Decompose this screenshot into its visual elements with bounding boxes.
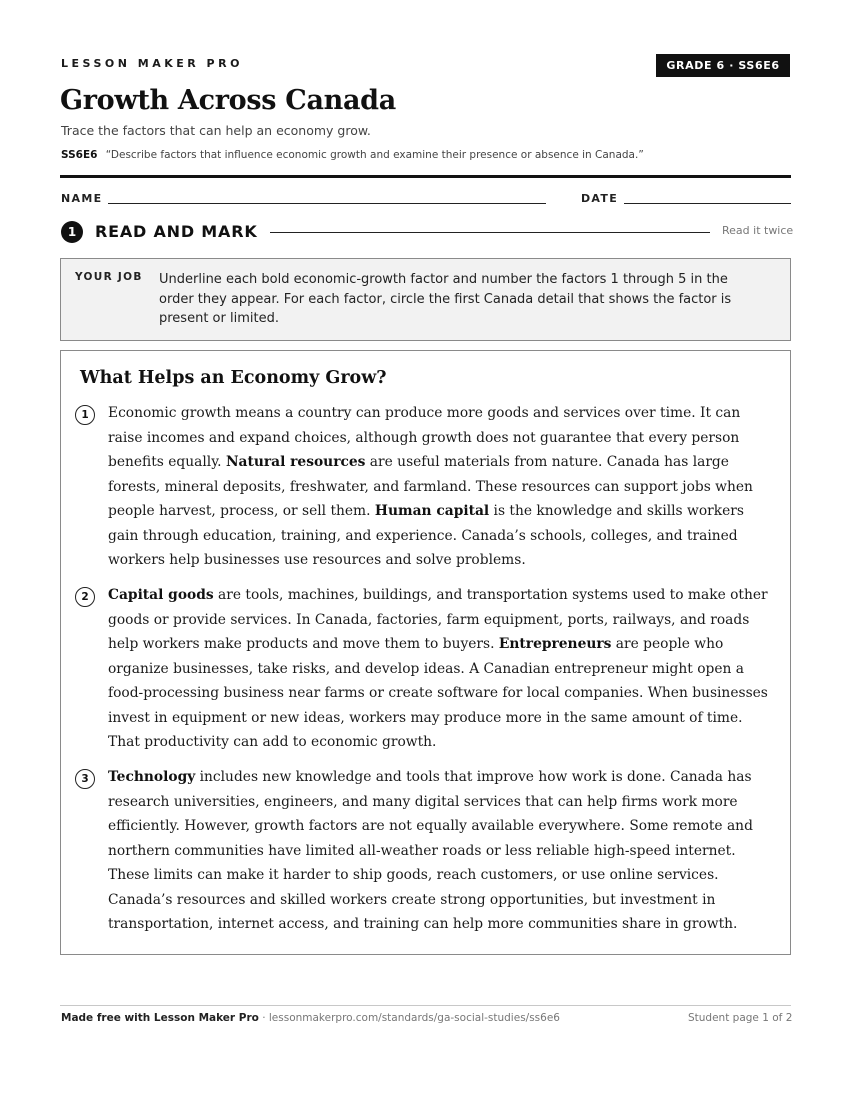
step-title: READ AND MARK [95,222,258,241]
paragraph-text: includes new knowledge and tools that improve how work is done. Canada has research universities, engineers, and many digital services that can help firms work more efficiently. However, growth factors are not equally available everywhere. Some remote and northern communities have limited all-weather roads or less reliable high-speed internet. These limits can make it harder to ship goods, reach customers, or use online services. Canada’s resources and skilled workers create strong opportunities, but investment in transportation, internet access, and training can help more communities share in growth. [108,769,753,932]
step-divider [270,232,710,233]
page-title: Growth Across Canada [60,85,396,116]
paragraph-number-badge: 1 [75,405,95,425]
header-divider [60,175,791,178]
paragraph-text: are tools, machines, buildings, and transportation systems used to make other goods or provide services. In Canada, factories, farm equipment, ports, railways, and roads help workers make products and move them to buyers. [108,587,768,652]
reading-paragraph [108,401,768,573]
paragraph-number-badge: 3 [75,769,95,789]
reading-paragraph [108,765,768,937]
footer-credit [61,1012,560,1024]
growth-factor-term: Human capital [374,503,490,519]
step-note: Read it twice [722,224,794,237]
page-subtitle: Trace the factors that can help an economy grow. [61,123,371,138]
footer-divider [60,1005,791,1006]
job-box [60,258,791,341]
paragraph-text: Economic growth means a country can produce more goods and services over time. It can raise incomes and expand choices, although growth does not guarantee that every person benefits equally. [108,405,741,470]
paragraph-text: are people who organize businesses, take risks, and develop ideas. A Canadian entrepreneur might open a food-processing business near farms or create software for local companies. When businesses invest in equipment or new ideas, workers may produce more in the same amount of time. That productivity can add to economic growth. [108,636,768,750]
standard-text: “Describe factors that influence economic growth and examine their presence or absence in Canada.” [105,149,644,161]
footer-url-link[interactable]: lessonmakerpro.com/standards/ga-social-studies/ss6e6 [268,1012,560,1024]
growth-factor-term: Technology [108,769,196,785]
name-field[interactable] [108,203,546,204]
paragraph-text: is the knowledge and skills workers gain through education, training, and experience. Canada’s schools, colleges, and trained workers help businesses use resources and solve problems. [108,503,744,568]
step-number-badge: 1 [61,221,83,243]
date-label: DATE [581,192,619,205]
footer-separator: · [258,1012,269,1024]
grade-badge: GRADE 6 · SS6E6 [656,54,790,77]
growth-factor-term: Capital goods [108,587,214,603]
reading-box [60,350,791,955]
standard-line [61,149,644,161]
reading-paragraph [108,583,768,755]
paragraph-text: are useful materials from nature. Canada has large forests, mineral deposits, freshwater, and farmland. These resources can support jobs when people harvest, process, or sell them. [108,454,753,519]
name-label: NAME [61,192,103,205]
job-label: YOUR JOB [75,271,143,283]
job-instructions: Underline each bold economic-growth factor and number the factors 1 through 5 in the order they appear. For each factor, circle the first Canada detail that shows the factor is present or limited. [159,272,732,326]
brand-name: LESSON MAKER PRO [61,57,243,70]
reading-title: What Helps an Economy Grow? [80,368,387,388]
footer-maker: Made free with Lesson Maker Pro [61,1012,259,1024]
paragraph-number-badge: 2 [75,587,95,607]
footer-page-number: Student page 1 of 2 [688,1012,793,1024]
date-field[interactable] [624,203,791,204]
standard-code: SS6E6 [61,149,98,161]
growth-factor-term: Natural resources [225,454,366,470]
growth-factor-term: Entrepreneurs [498,636,612,652]
